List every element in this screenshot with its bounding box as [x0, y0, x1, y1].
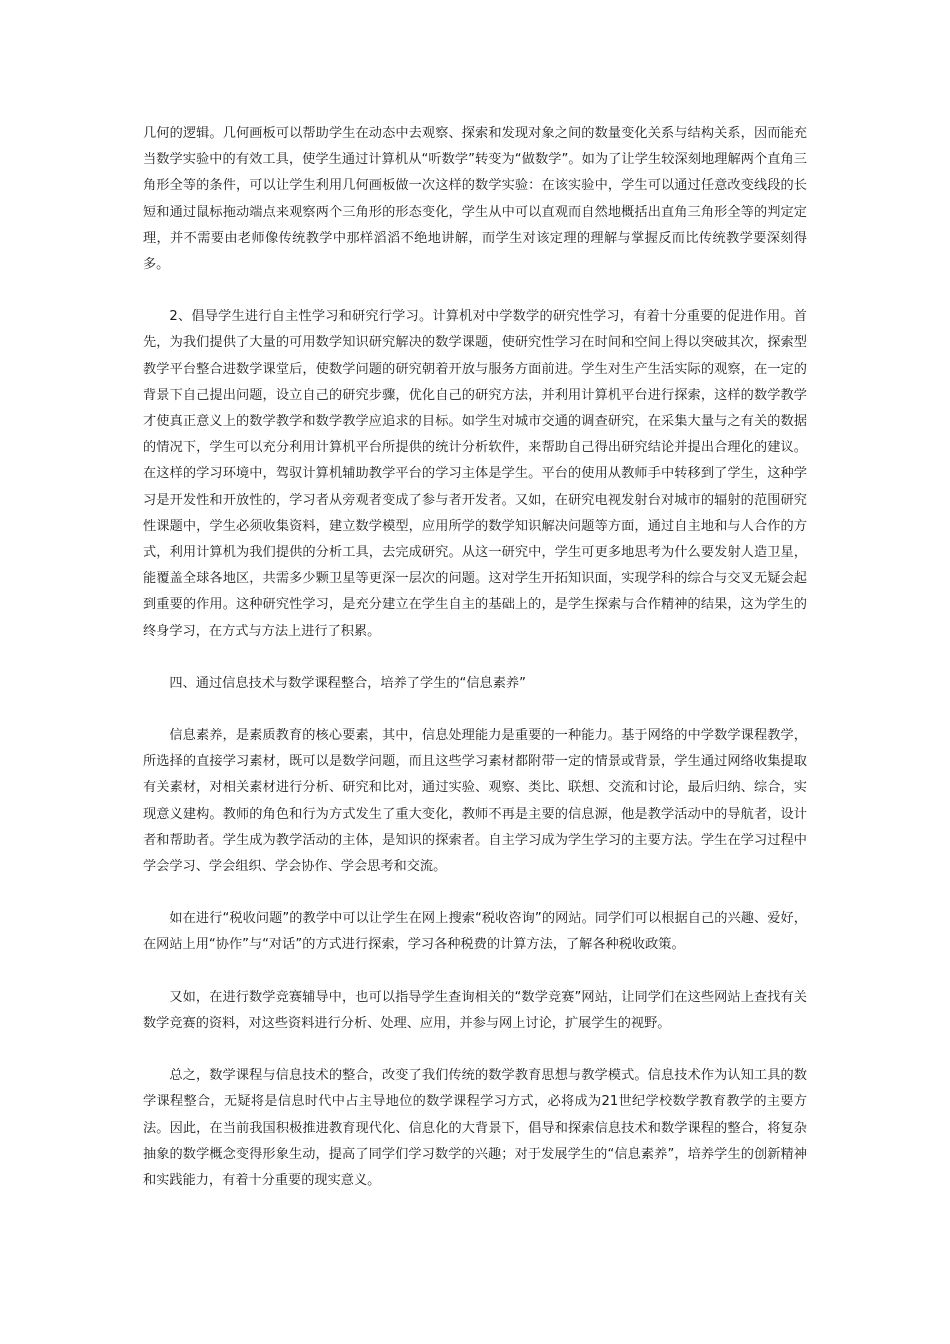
paragraph-research-learning: 2、倡导学生进行自主性学习和研究行学习。计算机对中学数学的研究性学习，有着十分重要的促进作用。首先，为我们提供了大量的可用数学知识研究解决的数学课题，使研究性学习在时间和空间上得以突破其次，探索型教学平台整合进数学课堂后，使数学问题的研究朝着开放与服务方面前进。学生对生产生活实际的观察，在一定的背景下自己提出问题，设立自己的研究步骤，优化自己的研究方法，并利用计算机平台进行探索，这样的数学教学才使真正意义上的数学教学和数学教学应追求的目标。如学生对城市交通的调查研究，在采集大量与之有关的数据的情况下，学生可以充分利用计算机平台所提供的统计分析软件，来帮助自己得出研究结论并提出合理化的建议。在这样的学习环境中，驾驭计算机辅助教学平台的学习主体是学生。平台的使用从教师手中转移到了学生，这种学习是开发性和开放性的，学习者从旁观者变成了参与者开发者。又如，在研究电视发射台对城市的辐射的范围研究性课题中，学生必须收集资料，建立数学模型，应用所学的数学知识解决问题等方面，通过自主地和与人合作的方式，利用计算机为我们提供的分析工具，去完成研究。从这一研究中，学生可更多地思考为什么要发射人造卫星，能覆盖全球各地区，共需多少颗卫星等更深一层次的问题。这对学生开拓知识面，实现学科的综合与交叉无疑会起到重要的作用。这种研究性学习，是充分建立在学生自主的基础上的，是学生探索与合作精神的结果，这为学生的终身学习，在方式与方法上进行了积累。 [143, 309, 807, 639]
document-page [143, 121, 807, 1220]
paragraph-conclusion: 总之，数学课程与信息技术的整合，改变了我们传统的数学教育思想与教学模式。信息技术作为认知工具的数学课程整合，无疑将是信息时代中占主导地位的数学课程学习方式，必将成为21世纪学校数学教育教学的主要方法。因此，在当前我国积极推进教育现代化、信息化的大背景下，倡导和探索信息技术和数学课程的整合，将复杂抽象的数学概念变得形象生动，提高了同学们学习数学的兴趣；对于发展学生的“信息素养”，培养学生的创新精神和实践能力，有着十分重要的现实意义。 [143, 1068, 807, 1188]
paragraph-information-literacy: 信息素养，是素质教育的核心要素，其中，信息处理能力是重要的一种能力。基于网络的中学数学课程教学，所选择的直接学习素材，既可以是数学问题，而且这些学习素材都附带一定的情景或背景，学生通过网络收集提取有关素材，对相关素材进行分析、研究和比对，通过实验、观察、类比、联想、交流和讨论，最后归纳、综合，实现意义建构。教师的角色和行为方式发生了重大变化，教师不再是主要的信息源，他是教学活动中的导航者，设计者和帮助者。学生成为教学活动的主体，是知识的探索者。自主学习成为学生学习的主要方法。学生在学习过程中学会学习、学会组织、学会协作、学会思考和交流。 [143, 728, 807, 875]
paragraph-tax-example: 如在进行“税收问题”的教学中可以让学生在网上搜索“税收咨询”的网站。同学们可以根据自己的兴趣、爱好，在网站上用“协作”与“对话”的方式进行探索，学习各种税费的计算方法，了解各种税收政策。 [143, 911, 807, 953]
section-heading-information-literacy: 四、通过信息技术与数学课程整合，培养了学生的“信息素养” [169, 675, 526, 691]
paragraph-geometry-sketchpad: 几何的逻辑。几何画板可以帮助学生在动态中去观察、探索和发现对象之间的数量变化关系与结构关系，因而能充当数学实验中的有效工具，使学生通过计算机从“听数学”转变为“做数学”。如为了让学生较深刻地理解两个直角三角形全等的条件，可以让学生利用几何画板做一次这样的数学实验：在该实验中，学生可以通过任意改变线段的长短和通过鼠标拖动端点来观察两个三角形的形态变化，学生从中可以直观而自然地概括出直角三角形全等的判定定理，并不需要由老师像传统教学中那样滔滔不绝地讲解，而学生对该定理的理解与掌握反而比传统教学要深刻得多。 [143, 126, 807, 273]
paragraph-competition-example: 又如，在进行数学竞赛辅导中，也可以指导学生查询相关的“数学竞赛”网站，让同学们在这些网站上查找有关数学竞赛的资料，对这些资料进行分析、处理、应用，并参与网上讨论，扩展学生的视野。 [143, 989, 807, 1031]
